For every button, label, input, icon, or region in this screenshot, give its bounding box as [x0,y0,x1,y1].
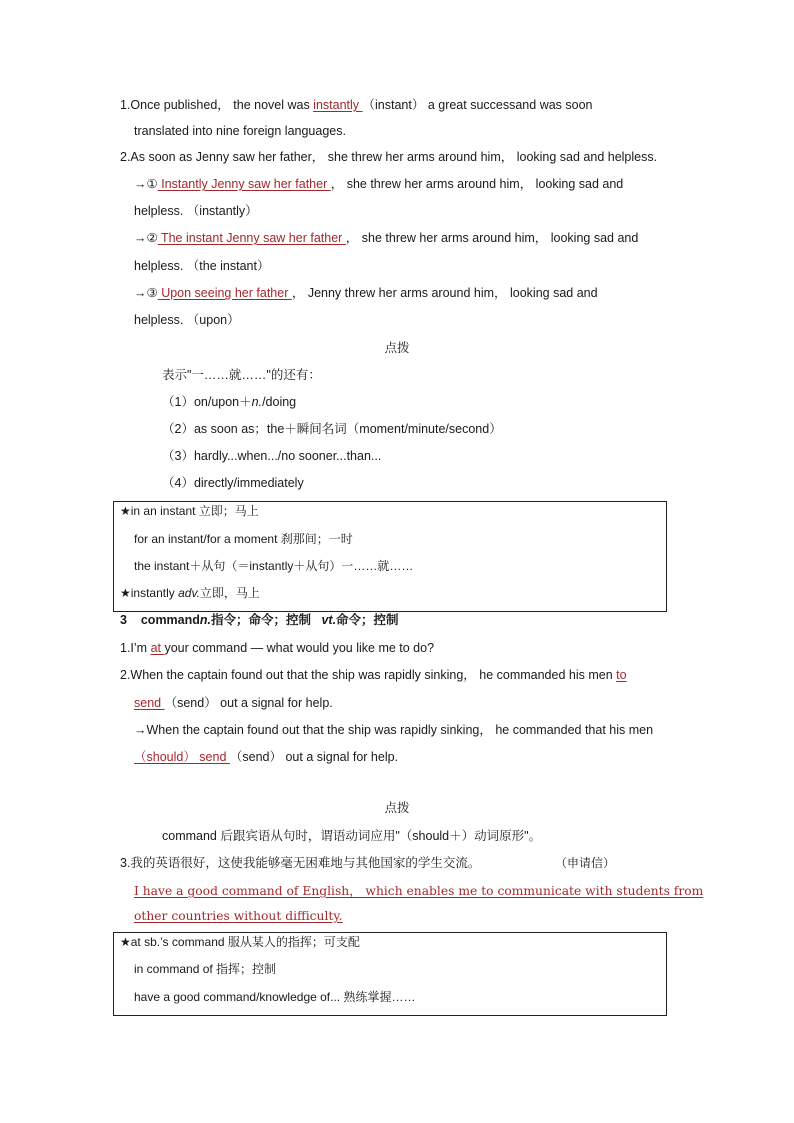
rewrite-3-answer: Upon seeing her father [157,286,292,300]
s3-q1-answer: at [150,641,165,655]
s3-q1-prefix: 1.I’m [120,641,151,655]
s3-q3-text: 3.我的英语很好，这使我能够毫无困难地与其他国家的学生交流。 [120,856,481,870]
rewrite-2-arrow: →② [134,231,158,245]
rewrite-1-answer: Instantly Jenny saw her father [157,177,331,191]
q1-line [120,97,593,113]
s3-q2-answer-b: send [134,696,165,710]
s3-q2-suffix: （send） out a signal for help. [164,696,333,710]
box-2-line-3: have a good command/knowledge of... 熟练掌握…… [134,990,416,1004]
box-2-line-1: ★at sb.’s command 服从某人的指挥；可支配 [120,935,360,949]
tip-2-text: command 后跟宾语从句时，谓语动词应用"（should＋）动词原形"。 [162,829,542,843]
rewrite-1-arrow: →① [134,177,158,191]
rewrite-3-arrow: →③ [134,286,158,300]
s3-q2-line [120,667,627,683]
q1-prefix: 1.Once published， the novel was [120,98,314,112]
rewrite-3 [134,285,598,301]
box-1-line-3: the instant＋从句（＝instantly＋从句）一……就…… [134,559,414,573]
rewrite-1-continuation: helpless. （instantly） [134,204,258,218]
q2-line: 2.As soon as Jenny saw her father， she threw her arms around him， looking sad and helpless. [120,150,658,164]
tip-1-item-1-pos: n. [251,395,263,409]
box-1-line-4-c: 立即，马上 [199,586,260,600]
section-3-meaning-2: 命令；控制 [336,613,399,627]
rewrite-3-continuation: helpless. （upon） [134,313,240,327]
tip-1-item-4: （4）directly/immediately [162,476,304,490]
s3-q2-prefix: 2.When the captain found out that the ship was rapidly sinking， he commanded his men [120,668,617,682]
box-1-line-4 [120,585,260,601]
s3-q3-line [120,855,480,871]
q1-suffix: （instant） a great successand was soon [362,98,593,112]
tip-1-item-2: （2）as soon as；the＋瞬间名词（moment/minute/second） [162,422,502,436]
tip-1-item-1-b: /doing [262,395,297,409]
s3-rewrite-answer: （should） send [134,750,230,764]
tip-1-intro: 表示"一……就……"的还有： [162,368,321,382]
rewrite-3-suffix: ， Jenny threw her arms around him， looking sad and [291,286,598,300]
box-2-line-2: in command of 指挥；控制 [134,962,277,976]
box-1-line-4-pos: adv. [178,586,200,600]
section-3-pos-2: vt. [321,613,337,627]
rewrite-1 [134,176,623,192]
tip-1-item-1 [162,394,296,410]
rewrite-2-suffix: ， she threw her arms around him， looking sad and [345,231,639,245]
q1-answer: instantly [313,98,363,112]
section-3-word: command [140,613,200,627]
section-3-pos-1: n. [199,613,212,627]
tip-2-title: 点拨 [384,801,410,815]
s3-rewrite-suffix: （send） out a signal for help. [229,750,399,764]
rewrite-2 [134,230,638,246]
q1-continuation: translated into nine foreign languages. [134,124,346,138]
s3-q3-answer-2: other countries without difficulty. [134,909,343,923]
rewrite-2-continuation: helpless. （the instant） [134,259,270,273]
s3-q3-answer-1: I have a good command of English， which enables me to communicate with students from [134,884,704,898]
box-1-line-2: for an instant/for a moment 刹那间；一时 [134,532,353,546]
box-1-line-4-a: ★instantly [120,586,179,600]
s3-q2-answer-a: to [616,668,627,682]
s3-rewrite-line: →When the captain found out that the ship was rapidly sinking， he commanded that his men [134,723,654,737]
section-3-number: 3 [120,613,127,627]
tip-1-title: 点拨 [384,341,410,355]
rewrite-1-suffix: ， she threw her arms around him， looking sad and [330,177,624,191]
section-3-heading [120,612,399,628]
box-1-line-1: ★in an instant 立即；马上 [120,504,259,518]
tip-1-item-1-a: （1）on/upon＋ [162,395,252,409]
rewrite-2-answer: The instant Jenny saw her father [157,231,346,245]
section-3-meaning-1: 指令；命令；控制 [211,613,312,627]
s3-q1-line [120,640,434,656]
s3-q3-tag: （申请信） [555,856,616,870]
s3-q2-continuation [134,695,333,711]
s3-q1-suffix: your command — what would you like me to do? [164,641,435,655]
tip-1-item-3: （3）hardly...when.../no sooner...than... [162,449,382,463]
s3-rewrite-continuation [134,749,398,765]
